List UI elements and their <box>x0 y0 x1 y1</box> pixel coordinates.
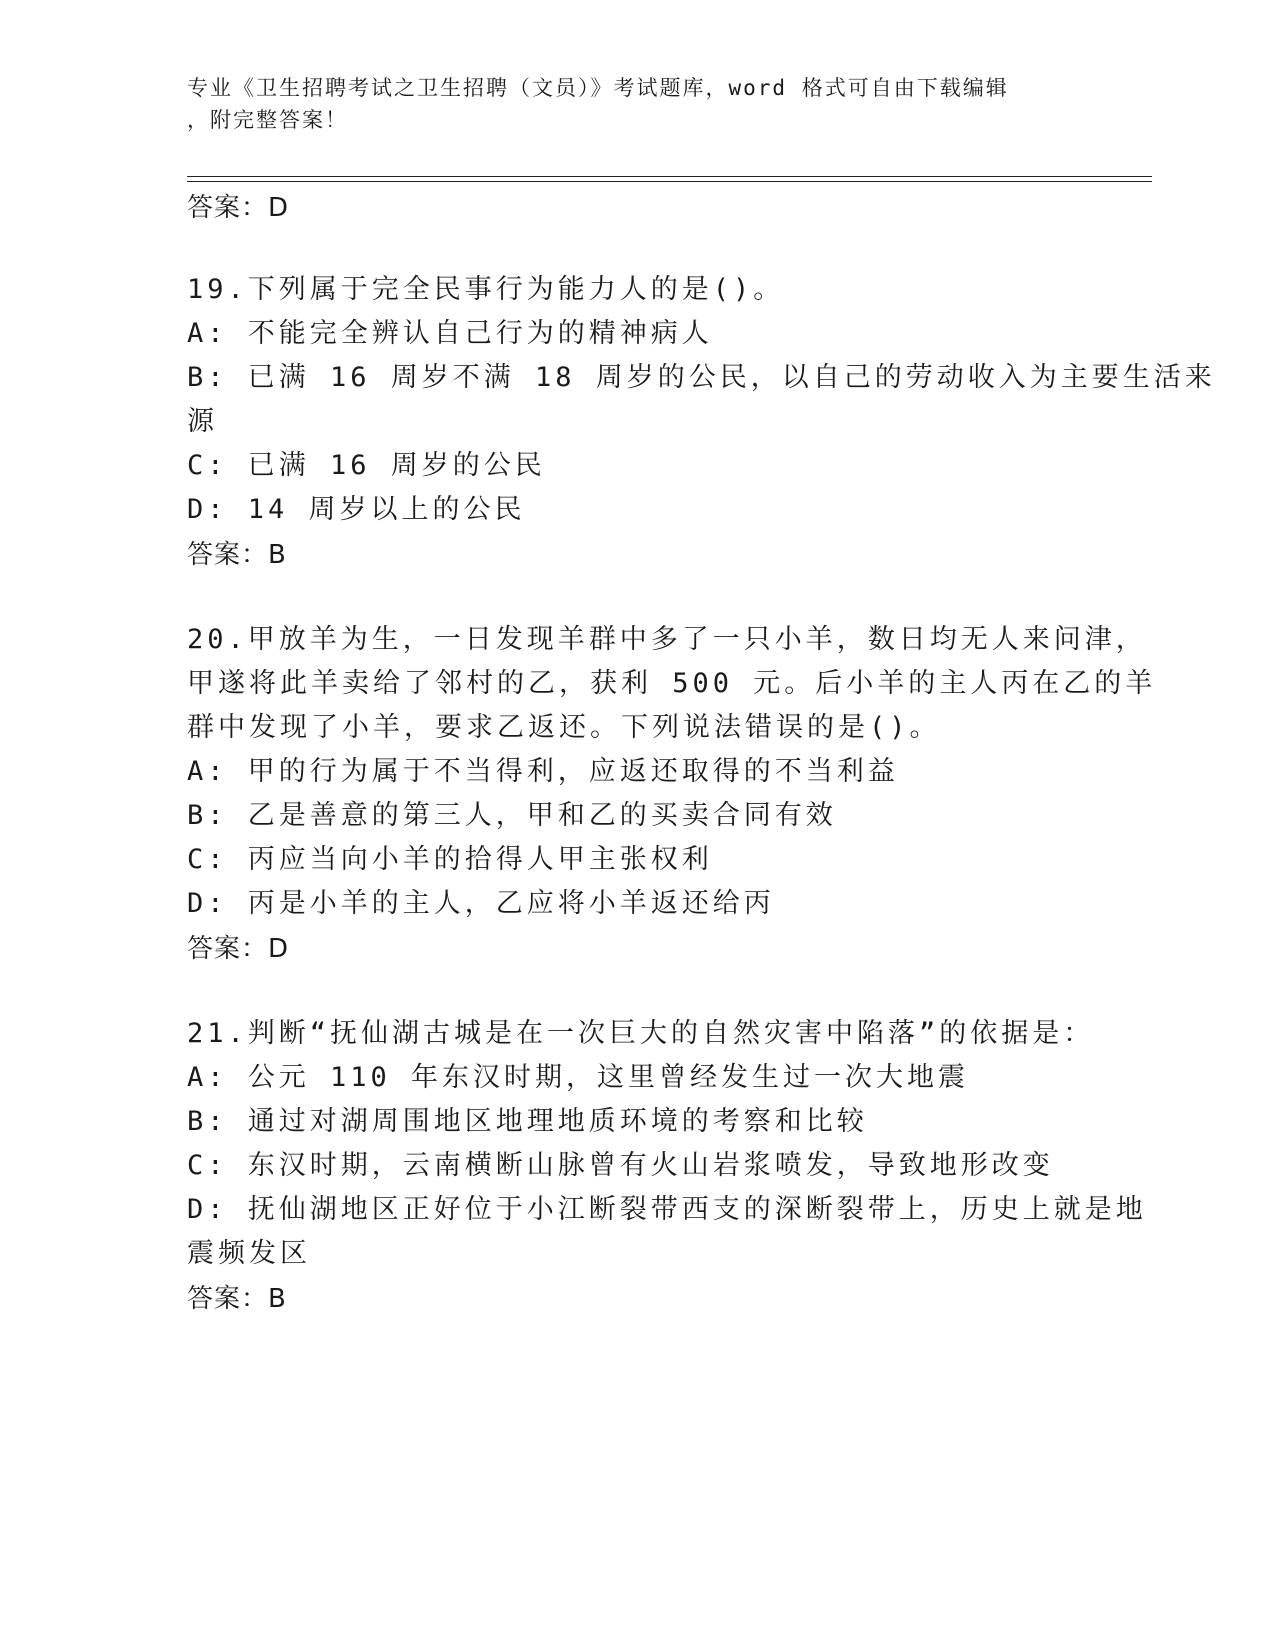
option-a: A: 甲的行为属于不当得利，应返还取得的不当利益 <box>187 756 899 787</box>
question-stem: 19.下列属于完全民事行为能力人的是()。 <box>187 274 785 305</box>
option-d-continued: 震频发区 <box>187 1238 311 1269</box>
answer: 答案：B <box>187 1284 287 1314</box>
question-stem: 20.甲放羊为生，一日发现羊群中多了一只小羊，数日均无人来问津， <box>187 624 1147 655</box>
option-d: D: 抚仙湖地区正好位于小江断裂带西支的深断裂带上，历史上就是地 <box>187 1194 1147 1225</box>
header-line-2: ，附完整答案！ <box>187 108 348 132</box>
answer: 答案：B <box>187 540 287 570</box>
option-b: B: 已满 16 周岁不满 18 周岁的公民，以自己的劳动收入为主要生活来 <box>187 362 1216 393</box>
question-stem: 21.判断“抚仙湖古城是在一次巨大的自然灾害中陷落”的依据是： <box>187 1018 1095 1049</box>
option-c: C: 东汉时期，云南横断山脉曾有火山岩浆喷发，导致地形改变 <box>187 1150 1054 1181</box>
option-a: A: 不能完全辨认自己行为的精神病人 <box>187 318 713 349</box>
option-b: B: 乙是善意的第三人，甲和乙的买卖合同有效 <box>187 800 837 831</box>
header-divider-top <box>187 176 1152 177</box>
option-b-continued: 源 <box>187 406 218 437</box>
option-c: C: 丙应当向小羊的拾得人甲主张权利 <box>187 844 713 875</box>
question-stem-continued: 甲遂将此羊卖给了邻村的乙，获利 500 元。后小羊的主人丙在乙的羊 <box>187 668 1157 699</box>
question-stem-continued: 群中发现了小羊，要求乙返还。下列说法错误的是()。 <box>187 712 941 743</box>
answer: 答案：D <box>187 934 290 964</box>
header-divider-bottom <box>187 181 1152 182</box>
option-b: B: 通过对湖周围地区地理地质环境的考察和比较 <box>187 1106 868 1137</box>
option-d: D: 14 周岁以上的公民 <box>187 494 526 525</box>
answer-previous: 答案：D <box>187 193 290 223</box>
header-line-1: 专业《卫生招聘考试之卫生招聘（文员）》考试题库，word 格式可自由下载编辑 <box>187 76 1009 100</box>
page-header <box>187 72 1077 136</box>
option-c: C: 已满 16 周岁的公民 <box>187 450 546 481</box>
option-d: D: 丙是小羊的主人，乙应将小羊返还给丙 <box>187 888 775 919</box>
option-a: A: 公元 110 年东汉时期，这里曾经发生过一次大地震 <box>187 1062 970 1093</box>
